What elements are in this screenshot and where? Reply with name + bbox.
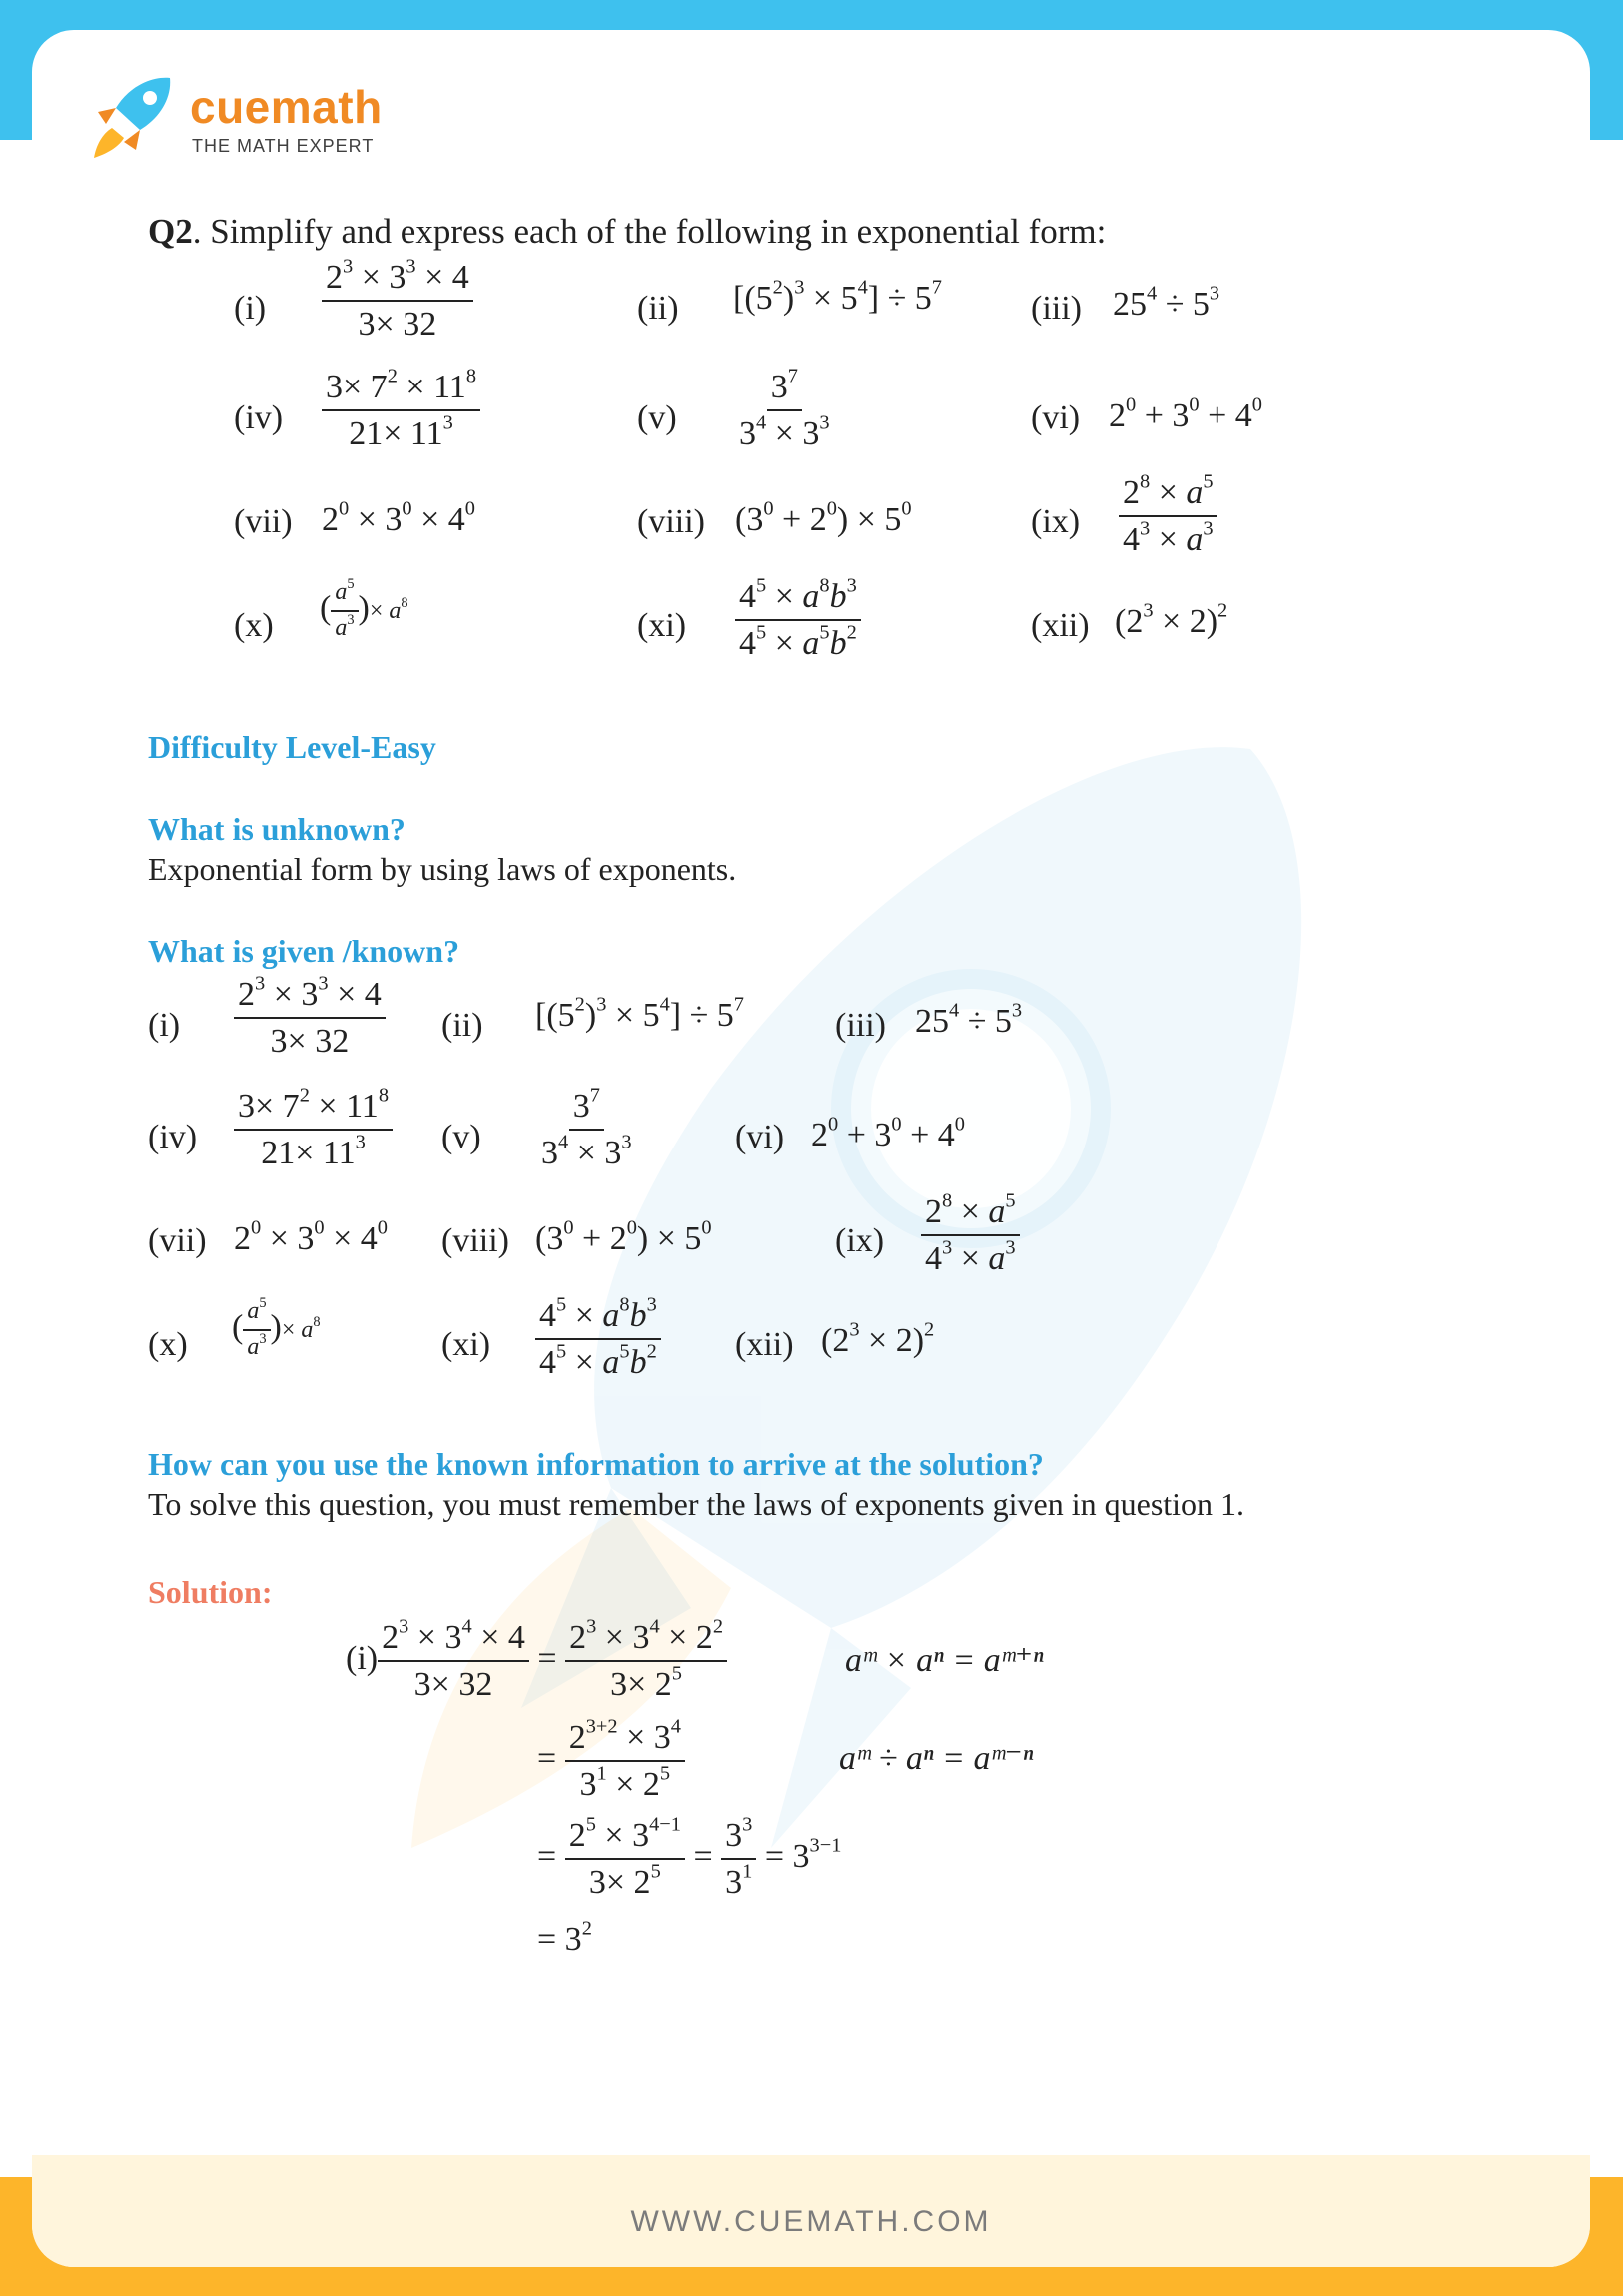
q-expr-vii: $2^0 \times 3^0 \times 4^0$ bbox=[322, 497, 475, 538]
q-expr-ii: $[(5^2)^3 \times 5^4] \div 5^7$ bbox=[733, 276, 942, 317]
solution-step-2: = $\frac{2^{3+2} \times 3^4}{3^1 \times 2^5}$ bbox=[537, 1718, 685, 1804]
g-label-v: (v) bbox=[441, 1119, 481, 1155]
q-label-iii: (iii) bbox=[1031, 290, 1082, 327]
cuemath-rocket-logo-icon bbox=[88, 72, 178, 162]
question-number: Q2 bbox=[148, 212, 193, 251]
how-heading: How can you use the known information to arrive at the solution? bbox=[148, 1446, 1044, 1482]
solution-step-3: = $\frac{2^5 \times 3^{4-1}}{3\times 2^5}$ = $\frac{3^3}{3^1}$ = $3^{3-1}$ bbox=[537, 1813, 842, 1902]
q-label-i: (i) bbox=[234, 290, 267, 327]
how-text: To solve this question, you must remember the laws of exponents given in question 1. bbox=[148, 1486, 1245, 1522]
rocket-watermark-icon bbox=[352, 729, 1450, 1878]
q-label-xii: (xii) bbox=[1031, 607, 1090, 644]
g-label-xi: (xi) bbox=[441, 1326, 491, 1363]
difficulty-level: Difficulty Level-Easy bbox=[148, 729, 436, 765]
g-label-i: (i) bbox=[148, 1007, 181, 1044]
q-label-x: (x) bbox=[234, 607, 274, 644]
g-label-ii: (ii) bbox=[441, 1007, 483, 1044]
footer-url[interactable]: WWW.CUEMATH.COM bbox=[630, 2205, 992, 2238]
q-expr-xi: $\frac{4^5 \times a^8b^3}{4^5 \times a^5b^2}$ bbox=[735, 577, 861, 663]
g-label-vi: (vi) bbox=[735, 1119, 785, 1155]
solution-step-1: (i) $\frac{2^3 \times 3^4 \times 4}{3\times 32}$ = $\frac{2^3 \times 3^4 \times 2^2}{3\times 2^5}$ bbox=[346, 1618, 727, 1704]
rule-quotient: aᵐ ÷ aⁿ = aᵐ⁻ⁿ bbox=[839, 1740, 1034, 1777]
g-expr-ii: $[(5^2)^3 \times 5^4] \div 5^7$ bbox=[535, 993, 744, 1034]
q-expr-viii: $(3^0 + 2^0) \times 5^0$ bbox=[735, 497, 912, 538]
g-expr-iii: $25^4 \div 5^3$ bbox=[915, 999, 1023, 1040]
unknown-heading: What is unknown? bbox=[148, 811, 406, 847]
g-expr-iv: $\frac{3\times 7^2 \times 11^8}{21\times 11^3}$ bbox=[234, 1087, 393, 1172]
g-label-x: (x) bbox=[148, 1326, 188, 1363]
g-expr-ix: $\frac{2^8 \times a^5}{4^3 \times a^3}$ bbox=[921, 1192, 1020, 1278]
g-expr-vi: $2^0 + 3^0 + 4^0$ bbox=[811, 1113, 965, 1153]
g-expr-v: $\frac{3^7}{3^4 \times 3^3}$ bbox=[541, 1084, 632, 1172]
g-label-ix: (ix) bbox=[835, 1222, 885, 1259]
given-heading: What is given /known? bbox=[148, 933, 460, 969]
q-label-viii: (viii) bbox=[637, 503, 705, 540]
rule-product: aᵐ × aⁿ = aᵐ⁺ⁿ bbox=[845, 1642, 1044, 1679]
footer-strip bbox=[32, 2155, 1590, 2267]
g-expr-xi: $\frac{4^5 \times a^8b^3}{4^5 \times a^5b^2}$ bbox=[535, 1296, 661, 1382]
question-text: . Simplify and express each of the following in exponential form: bbox=[192, 212, 1107, 251]
q-expr-x: ( $\frac{a^5}{a^3}$ )× $a^8$ bbox=[320, 576, 408, 641]
q-expr-ix: $\frac{2^8 \times a^5}{4^3 \times a^3}$ bbox=[1119, 473, 1217, 559]
g-label-xii: (xii) bbox=[735, 1326, 794, 1363]
solution-step-4: = $3^2$ bbox=[537, 1917, 592, 1958]
g-label-iii: (iii) bbox=[835, 1007, 886, 1044]
q-label-ii: (ii) bbox=[637, 290, 679, 327]
q-expr-iii: $25^4 \div 5^3$ bbox=[1113, 282, 1220, 323]
q-expr-i: $\frac{2^3 \times 3^3 \times 4}{3\times 32}$ bbox=[322, 258, 473, 344]
g-expr-x: ( $\frac{a^5}{a^3}$ )× $a^8$ bbox=[232, 1295, 321, 1360]
g-expr-viii: $(3^0 + 2^0) \times 5^0$ bbox=[535, 1216, 712, 1257]
brand-name: cuemath bbox=[190, 81, 383, 133]
q-expr-iv: $\frac{3\times 7^2 \times 11^8}{21\times 11^3}$ bbox=[322, 368, 480, 453]
q-label-vii: (vii) bbox=[234, 503, 293, 540]
q-expr-vi: $2^0 + 3^0 + 4^0$ bbox=[1109, 393, 1262, 434]
g-expr-i: $\frac{2^3 \times 3^3 \times 4}{3\times 32}$ bbox=[234, 975, 386, 1061]
solution-heading: Solution: bbox=[148, 1574, 273, 1610]
brand-tagline: THE MATH EXPERT bbox=[192, 136, 375, 156]
g-label-iv: (iv) bbox=[148, 1119, 198, 1155]
g-label-vii: (vii) bbox=[148, 1222, 207, 1259]
unknown-text: Exponential form by using laws of exponents. bbox=[148, 851, 737, 887]
q-expr-v: $\frac{3^7}{3^4 \times 3^3}$ bbox=[739, 365, 830, 453]
g-expr-vii: $2^0 \times 3^0 \times 4^0$ bbox=[234, 1216, 388, 1257]
question-line bbox=[148, 214, 1106, 249]
g-expr-xii: $(2^3 \times 2)^2$ bbox=[821, 1318, 935, 1359]
q-label-iv: (iv) bbox=[234, 399, 284, 436]
g-label-viii: (viii) bbox=[441, 1222, 509, 1259]
q-label-ix: (ix) bbox=[1031, 503, 1081, 540]
q-expr-xii: $(2^3 \times 2)^2$ bbox=[1115, 599, 1228, 640]
q-label-v: (v) bbox=[637, 399, 677, 436]
q-label-xi: (xi) bbox=[637, 607, 687, 644]
q-label-vi: (vi) bbox=[1031, 399, 1081, 436]
